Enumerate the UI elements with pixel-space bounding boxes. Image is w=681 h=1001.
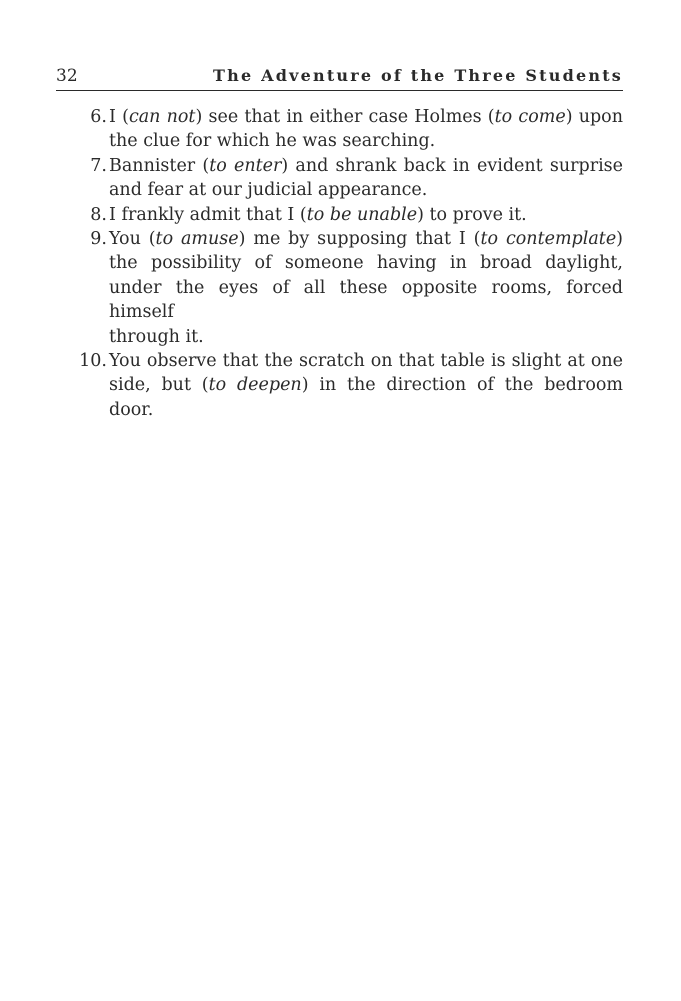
exercise-number: 8. [90,204,107,225]
exercise-number: 6. [90,107,107,127]
text-run: ) see that in either case Holmes ( [195,107,495,127]
text-line [109,203,623,227]
text-run: side, but ( [109,375,209,396]
text-line [109,349,623,373]
verb-prompt: to enter [209,155,282,176]
text-line [109,251,623,275]
text-run: under the eyes of all these opposite rooms, forced himself [109,277,623,323]
verb-prompt: to deepen [208,375,302,396]
exercise-text [109,227,623,349]
running-head [56,64,623,92]
text-run: the clue for which he was searching. [109,131,436,152]
exercise-number: 10. [79,351,107,372]
text-line [109,105,623,129]
text-line [109,227,623,251]
text-line [109,154,623,178]
exercise-number: 7. [90,155,107,176]
exercise-number: 9. [90,229,107,250]
text-line [109,325,623,349]
text-run: ) in the direction of the bedroom [301,375,623,396]
verb-prompt: to contemplate [480,229,617,250]
text-line [109,178,623,202]
exercise-item [56,203,623,227]
text-run: ( [122,107,129,127]
text-line [109,373,623,397]
exercise-list [56,105,623,422]
text-run: You ( [109,229,156,250]
text-run: I frankly admit that I ( [109,204,307,225]
text-run: Bannister ( [109,155,210,176]
text-run: the possibility of someone having in broad daylight, [109,253,623,274]
text-run: You observe that the scratch on that table is slight at one [109,351,623,372]
text-run: ) and shrank back in evident surprise [281,155,624,176]
text-run: ) to prove it. [417,204,527,225]
text-run: and fear at our judicial appearance. [109,180,428,201]
exercise-text [109,349,623,422]
exercise-text [109,154,623,203]
text-line [109,398,623,422]
exercise-text [109,105,623,154]
text-line [109,276,623,325]
exercise-text [109,203,623,227]
text-run: ) me by supposing that I ( [238,229,481,250]
header-rule [56,90,623,91]
exercise-item [56,105,623,154]
text-run: through it. [109,326,204,347]
exercise-item [56,349,623,422]
exercise-item [56,227,623,349]
text-run: ) upon [565,107,623,127]
running-title: The Adventure of the Three Students [213,66,623,85]
text-run: ) [616,229,623,250]
verb-prompt: to come [494,107,566,127]
exercise-item [56,154,623,203]
verb-prompt: can not [128,107,196,127]
text-line [109,129,623,153]
text-run: I [109,107,123,127]
verb-prompt: to amuse [155,229,239,250]
verb-prompt: to be unable [306,204,418,225]
text-run: door. [109,399,154,420]
page-number: 32 [56,66,78,86]
